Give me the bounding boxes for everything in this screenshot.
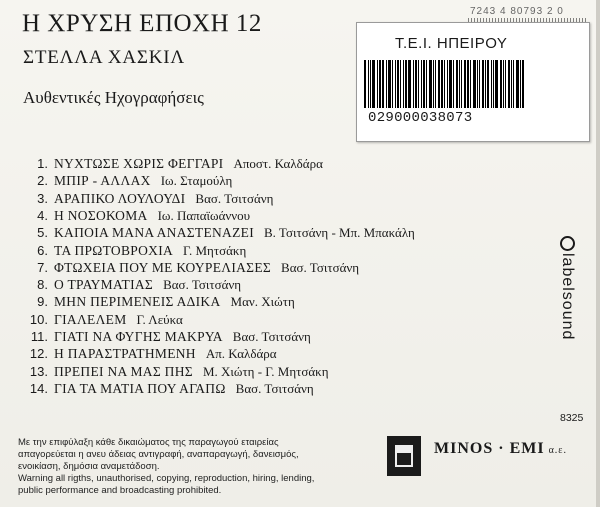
track-number: 8. [37, 277, 48, 293]
track-number: 2. [37, 173, 48, 189]
track-number: 11. [30, 329, 48, 344]
track-number: 13. [29, 363, 48, 379]
track-row [28, 242, 246, 260]
track-title: ΑΡΑΠΙΚΟ ΛΟΥΛΟΥΔΙ [54, 190, 186, 206]
track-title: Η ΠΑΡΑΣΤΡΑΤΗΜΕΝΗ [54, 346, 196, 362]
track-number: 7. [37, 259, 48, 275]
legal-english: Warning all rigths, unauthorised, copying, reproduction, hiring, lending, public performance and broadcasting prohibited. [18, 473, 315, 496]
track-title: Η ΝΟΣΟΚΟΜΑ [54, 207, 148, 223]
track-title: ΓΙΑΛΕΛΕΜ [54, 311, 127, 327]
publisher-suffix: α.ε. [548, 445, 568, 456]
track-credit: Γ. Μητσάκη [183, 242, 247, 258]
legal-notice [18, 437, 338, 497]
publisher-name-text: MINOS · EMI [434, 440, 545, 457]
track-credit: Ιω. Παπαϊωάννου [157, 207, 251, 223]
labelsound-logo [558, 236, 576, 340]
publisher-name [434, 440, 567, 458]
artist-name: ΣΤΕΛΛΑ ΧΑΣΚΙΛ [23, 47, 185, 68]
track-credit: Βασ. Τσιτσάνη [281, 259, 360, 275]
track-number: 12. [29, 346, 48, 362]
track-row [28, 207, 250, 225]
track-title: ΓΙΑΤΙ ΝΑ ΦΥΓΗΣ ΜΑΚΡΥΑ [54, 329, 223, 344]
legal-greek: Με την επιφύλαξη κάθε δικαιώματος της παραγωγού εταιρείας απαγορεύεται η ανευ άδειας αντιγραφή, αναπαραγωγή, δανεισμός, ενοικίαση, δημόσια αναμετάδοση. [18, 437, 299, 472]
track-number: 3. [37, 190, 48, 206]
track-number: 14. [29, 380, 48, 396]
track-credit: Βασ. Τσιτσάνη [163, 277, 242, 293]
barcode-bars [364, 60, 544, 108]
track-credit: Ιω. Σταμούλη [160, 173, 233, 189]
catalog-number: 8325 [560, 412, 584, 424]
track-title: ΜΗΝ ΠΕΡΙΜΕΝΕΙΣ ΑΔΙΚΑ [54, 294, 221, 310]
track-title: ΓΙΑ ΤΑ ΜΑΤΙΑ ΠΟΥ ΑΓΑΠΩ [54, 380, 226, 396]
track-title: ΦΤΩΧΕΙΑ ΠΟΥ ΜΕ ΚΟΥΡΕΛΙΑΣΕΣ [54, 259, 272, 275]
track-number: 10. [29, 311, 48, 327]
track-number: 6. [37, 242, 48, 258]
barcode-number: 029000038073 [368, 110, 473, 126]
track-row [28, 311, 183, 329]
track-row [28, 293, 295, 311]
track-row [28, 190, 273, 208]
track-number: 1. [37, 156, 48, 171]
track-number: 5. [37, 225, 48, 241]
track-row [28, 380, 314, 398]
track-title: ΜΠΙΡ - ΑΛΛΑΧ [54, 173, 151, 189]
cover-edge [596, 0, 600, 507]
track-credit: Β. Τσιτσάνη - Μπ. Μπακάλη [264, 225, 415, 241]
track-credit: Αποστ. Καλδάρα [233, 156, 323, 171]
track-title: Ο ΤΡΑΥΜΑΤΙΑΣ [54, 277, 154, 293]
track-credit: Μ. Χιώτη - Γ. Μητσάκη [202, 363, 329, 379]
track-title: ΠΡΕΠΕΙ ΝΑ ΜΑΣ ΠΗΣ [54, 363, 193, 379]
catalog-code: 7243 4 80793 2 0 [470, 6, 564, 17]
track-row [28, 172, 232, 190]
track-row [28, 224, 415, 242]
track-credit: Απ. Καλδάρα [205, 346, 277, 362]
track-credit: Βασ. Τσιτσάνη [232, 329, 311, 344]
track-credit: Μαν. Χιώτη [230, 294, 295, 310]
track-number: 4. [37, 207, 48, 223]
sticker-institution: Τ.Ε.Ι. ΗΠΕΙΡΟΥ [395, 35, 508, 52]
track-credit: Γ. Λεύκα [136, 311, 183, 327]
track-number: 9. [37, 294, 48, 310]
album-title: Η ΧΡΥΣΗ ΕΠΟΧΗ 12 [22, 10, 262, 37]
track-row [28, 276, 241, 294]
minos-logo-icon [387, 436, 421, 476]
track-row [28, 259, 359, 277]
track-title: ΝΥΧΤΩΣΕ ΧΩΡΙΣ ΦΕΓΓΑΡΙ [54, 156, 224, 171]
track-row [28, 345, 277, 363]
track-row [28, 328, 311, 346]
labelsound-text: labelsound [559, 253, 576, 341]
track-row [28, 363, 329, 381]
track-title: ΤΑ ΠΡΩΤΟΒΡΟΧΙΑ [54, 242, 174, 258]
track-credit: Βασ. Τσιτσάνη [235, 380, 314, 396]
track-row [28, 155, 323, 173]
labelsound-circle-icon [560, 236, 575, 251]
track-credit: Βασ. Τσιτσάνη [195, 190, 274, 206]
album-subtitle: Αυθεντικές Ηχογραφήσεις [23, 88, 204, 107]
track-title: ΚΑΠΟΙΑ ΜΑΝΑ ΑΝΑΣΤΕΝΑΖΕΙ [54, 225, 254, 241]
